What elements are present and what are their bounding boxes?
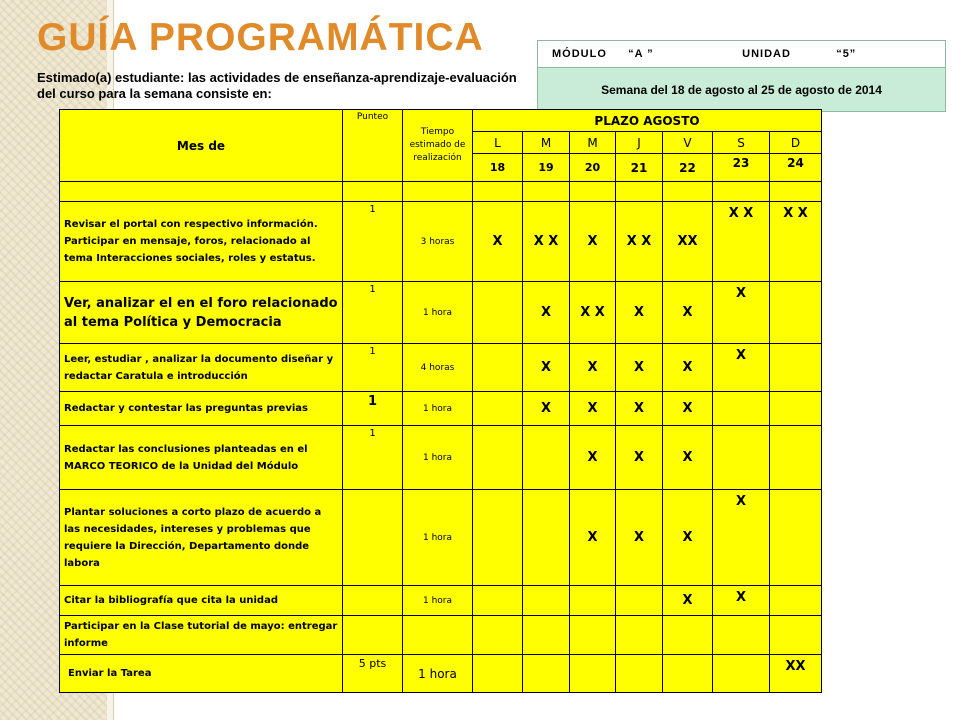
schedule-table — [59, 109, 822, 693]
date-cell: 18 — [473, 154, 523, 182]
mark-cell — [770, 282, 822, 344]
unit-label: UNIDAD — [742, 48, 791, 60]
time-header: Tiempo estimado de realización — [403, 110, 473, 182]
mark-cell: X — [663, 426, 713, 490]
table-row — [60, 202, 822, 282]
weekday-cell: M — [570, 132, 616, 154]
month-header: Mes de — [60, 110, 343, 182]
points-cell — [343, 616, 403, 655]
mark-cell — [523, 616, 570, 655]
mark-cell — [570, 655, 616, 693]
table-row — [60, 426, 822, 490]
mark-cell — [713, 655, 770, 693]
mark-cell: X X — [616, 202, 663, 282]
points-cell: 1 — [343, 282, 403, 344]
time-cell: 1 hora — [403, 426, 473, 490]
time-cell: 1 hora — [403, 490, 473, 586]
weekday-cell: V — [663, 132, 713, 154]
table-row — [60, 616, 822, 655]
module-value: “A ” — [628, 48, 654, 60]
mark-cell: X — [570, 426, 616, 490]
week-range: Semana del 18 de agosto al 25 de agosto de 2014 — [601, 83, 882, 97]
mark-cell — [770, 344, 822, 392]
mark-cell: X — [713, 490, 770, 586]
unit-value: “5” — [836, 48, 857, 60]
table-row — [60, 392, 822, 426]
mark-cell — [523, 655, 570, 693]
mark-cell: X — [663, 282, 713, 344]
mark-cell: X — [616, 282, 663, 344]
activity-cell: Citar la bibliografía que cita la unidad — [60, 586, 343, 616]
time-cell — [403, 616, 473, 655]
mark-cell — [473, 490, 523, 586]
mark-cell: X — [570, 344, 616, 392]
weekday-cell: M — [523, 132, 570, 154]
table-row — [60, 586, 822, 616]
mark-cell — [570, 586, 616, 616]
date-cell: 23 — [713, 154, 770, 182]
mark-cell — [616, 586, 663, 616]
mark-cell: X — [570, 490, 616, 586]
mark-cell: X — [616, 344, 663, 392]
mark-cell — [473, 616, 523, 655]
time-cell: 1 hora — [403, 392, 473, 426]
mark-cell — [616, 616, 663, 655]
mark-cell — [523, 586, 570, 616]
mark-cell — [473, 392, 523, 426]
table-row — [60, 490, 822, 586]
mark-cell: X X — [570, 282, 616, 344]
mark-cell — [713, 616, 770, 655]
weekday-cell: J — [616, 132, 663, 154]
mark-cell: X X — [713, 202, 770, 282]
points-cell: 1 — [343, 202, 403, 282]
date-cell: 20 — [570, 154, 616, 182]
mark-cell — [770, 426, 822, 490]
activity-cell: Ver, analizar el en el foro relacionado al tema Política y Democracia — [60, 282, 343, 344]
mark-cell — [770, 616, 822, 655]
mark-cell — [770, 586, 822, 616]
mark-cell — [663, 655, 713, 693]
mark-cell — [770, 392, 822, 426]
mark-cell: X — [523, 392, 570, 426]
date-cell: 22 — [663, 154, 713, 182]
time-cell: 1 hora — [403, 655, 473, 693]
activity-cell: Plantar soluciones a corto plazo de acuerdo a las necesidades, intereses y problemas que requiere la Dirección, Departamento donde labora — [60, 490, 343, 586]
date-cell: 19 — [523, 154, 570, 182]
weekday-cell: L — [473, 132, 523, 154]
points-cell: 1 — [343, 392, 403, 426]
time-cell: 3 horas — [403, 202, 473, 282]
mark-cell: X — [616, 490, 663, 586]
points-cell — [343, 586, 403, 616]
mark-cell — [570, 616, 616, 655]
table-row — [60, 344, 822, 392]
mark-cell: X — [616, 392, 663, 426]
mark-cell — [713, 392, 770, 426]
mark-cell — [616, 655, 663, 693]
mark-cell: X — [523, 344, 570, 392]
mark-cell — [473, 655, 523, 693]
time-cell: 1 hora — [403, 586, 473, 616]
weekday-cell: S — [713, 132, 770, 154]
mark-cell — [473, 344, 523, 392]
table-row — [60, 655, 822, 693]
points-cell — [343, 490, 403, 586]
activity-cell: Participar en la Clase tutorial de mayo: entregar informe — [60, 616, 343, 655]
mark-cell: X — [616, 426, 663, 490]
activity-cell: Revisar el portal con respectivo información. Participar en mensaje, foros, relacionado al tema Interacciones sociales, roles y estatus. — [60, 202, 343, 282]
mark-cell — [770, 490, 822, 586]
mark-cell — [473, 586, 523, 616]
page-title: GUÍA PROGRAMÁTICA — [37, 16, 484, 59]
module-info-box — [537, 40, 946, 112]
intro-text: Estimado(a) estudiante: las actividades de enseñanza-aprendizaje-evaluación del curso para la semana consiste en: — [37, 70, 517, 101]
points-cell: 1 — [343, 344, 403, 392]
mark-cell: X — [713, 344, 770, 392]
date-cell: 21 — [616, 154, 663, 182]
mark-cell: X — [663, 344, 713, 392]
mark-cell: X X — [523, 202, 570, 282]
mark-cell: X — [663, 392, 713, 426]
mark-cell — [523, 490, 570, 586]
module-label: MÓDULO — [552, 48, 607, 60]
activity-cell: Redactar las conclusiones planteadas en el MARCO TEORICO de la Unidad del Módulo — [60, 426, 343, 490]
mark-cell — [473, 426, 523, 490]
deadline-header: PLAZO AGOSTO — [473, 110, 822, 132]
date-cell: 24 — [770, 154, 822, 182]
activity-cell: Leer, estudiar , analizar la documento diseñar y redactar Caratula e introducción — [60, 344, 343, 392]
spacer-row — [60, 182, 822, 202]
mark-cell: X — [523, 282, 570, 344]
weekday-cell: D — [770, 132, 822, 154]
mark-cell: X — [713, 586, 770, 616]
mark-cell — [523, 426, 570, 490]
mark-cell: XX — [663, 202, 713, 282]
mark-cell: X X — [770, 202, 822, 282]
mark-cell: X — [570, 392, 616, 426]
activity-cell: Enviar la Tarea — [60, 655, 343, 693]
mark-cell: X — [663, 490, 713, 586]
time-cell: 4 horas — [403, 344, 473, 392]
mark-cell: X — [713, 282, 770, 344]
points-cell: 5 pts — [343, 655, 403, 693]
time-cell: 1 hora — [403, 282, 473, 344]
mark-cell — [713, 426, 770, 490]
mark-cell: X — [570, 202, 616, 282]
activity-cell: Redactar y contestar las preguntas previas — [60, 392, 343, 426]
mark-cell — [663, 616, 713, 655]
mark-cell — [473, 282, 523, 344]
points-cell: 1 — [343, 426, 403, 490]
module-unit-row — [538, 41, 945, 68]
mark-cell: XX — [770, 655, 822, 693]
mark-cell: X — [473, 202, 523, 282]
mark-cell: X — [663, 586, 713, 616]
punteo-header: Punteo — [343, 110, 403, 182]
table-row — [60, 282, 822, 344]
